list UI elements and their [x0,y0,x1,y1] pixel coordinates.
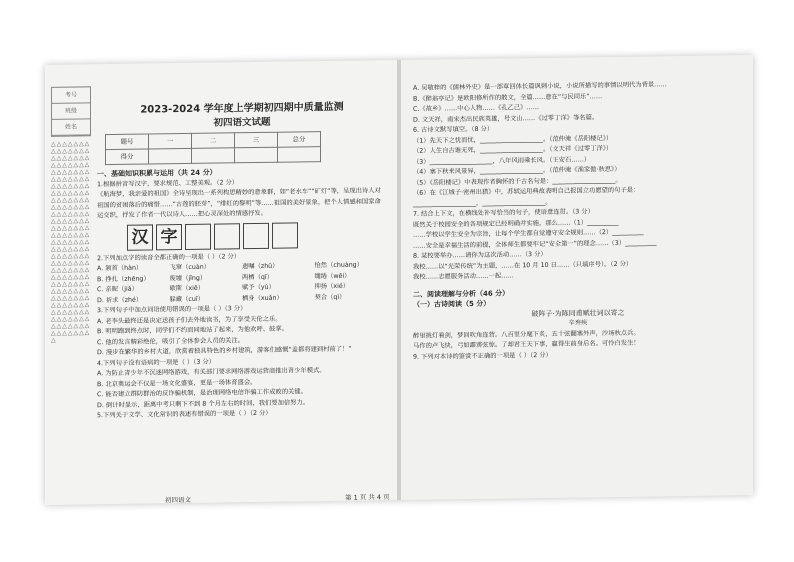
score-table [105,131,321,165]
option: 躲藏（cuī） [169,295,204,303]
hanzi-box: 汉 [127,224,153,250]
text-line: 我校……以“光荣传统”为主题，……在 10 月 10 日……（只填序号）。（2 分） [413,260,633,271]
option: 怆然（chuàng） [314,261,363,270]
option: A. 老李头最终还是决定送孩子们去外地读书，为了享受天伦之乐。 [97,315,282,325]
info-field-exam-number: 考号 [52,87,90,104]
text-line: A. 吴敬梓的《儒林外史》是一部章回体长篇讽刺小说，小说所描写的事情以明代为背景…… [413,81,667,92]
footer-page-number: 第 1 页 共 4 页 [345,493,390,502]
option: 抑扬（xié） [314,282,350,291]
exam-photo [45,55,753,505]
option: 赋予（yù） [242,283,275,292]
handwriting-grid [127,221,387,251]
exam-title: 2023-2024 学年度上学期初四期中质量监测 [140,101,344,116]
question-8: 8. 某校要举办……请你为这次活动……（3 分） [413,250,547,260]
score-header: 三 [235,132,278,148]
option: B. 北京奥运会不仅是一场文化盛宴，更是一场体育盛会。 [97,378,257,388]
right-page [401,55,753,500]
question-3: 3.下列句子中加点词语使用错误的一项是（ ）（3 分） [97,305,247,315]
question-5: 5.下列关于文学、文化常识的表述有错误的一项是（ ）（2 分） [97,409,272,420]
poem-line: 醉里挑灯看剑，梦回吹角连营。八百里分麾下炙，五十弦翻塞外声，沙场秋点兵。 [413,329,640,340]
option: C. 他的发言精彩绝伦，吸引了全体参会人员的关注。 [97,336,244,346]
option: 缱绻（wēi） [314,272,351,280]
text-line: D. 文天祥，南宋杰出民族英雄，号文山……《过零丁洋》等名篇。 [413,113,599,124]
left-page [45,60,397,505]
option: A. 颔首（hàn） [97,264,143,273]
binding-triangles: △△△△△△△△△△△△△△△△△△△△△△△△△△△△△△△△△△△△△△△△△△△△△△△△△△△△△△△△△△△△△△△△△△△△△△△△△△△△△△△△△△△△△△△△△△△△△△△△△△△△△△△△△△△△△△△△△△△△△△△△△△△△△△△△△△△△△△△△△△△△△△△△△△△△△△△△△△△△△△△△△△△△△△△△△△△△△△△△△△△△△△△△△△△△△△△△△△△△△ [51,140,91,344]
hanzi-box: 字 [156,224,182,250]
footer-subject: 初四语文 [165,495,191,505]
option: 飞窜（cuàn） [169,263,210,272]
text-line: 我校……志愿服务活动……一起…… [413,272,514,281]
question-9: 9. 下列对本诗的鉴赏不正确的一项是（ ）（2 分） [413,351,552,361]
question-6: 6. 古诗文默写填空。（8 分） [413,125,494,134]
score-header: 一 [149,133,192,149]
poem-author: 辛弃疾 [568,319,588,327]
score-header: 题号 [106,134,149,150]
text-line: 既然关于校园安全的各项规定已经明确并实施，那么……（1）__________ [413,218,619,229]
option: A. 为防止青少年不沉迷网络游戏，有关部门要求网络游戏运营商推出青少年模式。 [97,367,326,378]
option: 两栖（qī） [242,273,273,281]
section-2-heading: 二、阅读理解与分析（46 分） [413,288,510,299]
left-footer [45,492,397,505]
text-line: ……安全是幸福生活的前提，全体师生都要牢记“安全第一”的理念……（3）__________ [413,238,657,250]
info-field-name: 姓名 [52,119,90,136]
section-1-heading: 一、基础知识积累与运用（共 24 分） [97,168,217,179]
text-line: （1）先天下之忧而忧，____________________。（范仲淹《岳阳楼记》） [413,134,613,145]
right-content [413,79,743,363]
option: 契合（qì） [314,293,346,301]
option: 歇斯（xiē） [169,284,205,293]
question-4: 4.下列句子没有语病的一项是（ ）（3 分） [97,358,215,367]
text-line: B.《醉翁亭记》是欧阳修所作的散文，全篇……意在“与民同乐”…… [413,92,603,103]
score-header: 二 [192,133,235,149]
subsection-heading: （一）古诗阅读（5 分） [413,299,491,309]
option: C. 亲昵（jiǎ） [97,285,138,294]
text-line: ____________________，____________________。 [413,198,552,208]
question-1: 1.根据拼音写汉字，要求规范、工整美观。（2 分） [97,178,239,188]
hanzi-box [185,223,211,249]
score-cell [235,147,278,163]
option: D. 倒计时显示，距离中考只剩下不到 8 个月左右的时间，我们要加倍努力。 [97,398,310,409]
text-line: （6）在《江城子·密州出猎》中，苏轼运用典故表明自己报国立功愿望的句子是： [413,186,640,197]
poem-line: 马作的卢飞快，弓如霹雳弦惊。了却君王天下事，赢得生前身后名。可怜白发生！ [413,339,640,350]
info-field-class: 班级 [52,103,90,120]
text-line: （3）____________________，八年风雨乘长风。（王安石……） [413,155,591,166]
text-line: （2）人生自古谁无死，____________________。（文天祥《过零丁洋》） [413,145,613,155]
score-cell [278,147,321,163]
hanzi-box [272,222,298,248]
binding-strip [51,86,91,497]
option: D. 祈求（zhé） [97,296,143,304]
option: C. 能否建立群防群治的反诈骗机制，是治理网络电信诈骗工作成败的关键。 [97,388,307,399]
hanzi-box [243,222,269,248]
text-line: ……学校以学生安全为宗旨，让每个学生都自觉遵守安全规则……（2）__________ [413,228,644,239]
text-line: （4）塞下秋来风景异，____________________。（范仲淹《渔家傲·秋思》） [413,165,621,176]
question-7: 7. 结合上下文，在横线处补写恰当的句子，使语意连贯。（3 分） [413,208,594,218]
question-2: 2.下列加点字的读音全都正确的一项是（ ）（2 分） [97,252,241,262]
poem-title: 破阵子·为陈同甫赋壮词以寄之 [531,308,625,318]
student-info-box [51,86,91,137]
score-header: 总分 [278,132,321,148]
option: D. 漫步在繁华的乡村大道，欣赏着独具特色的乡村建筑，游客们感慨“盖都将建到村前了！” [97,345,352,357]
question-2-options [97,260,387,306]
left-content [97,100,387,422]
option: B. 挣扎（zhēng） [97,274,150,283]
text-line: （5）《岳阳楼记》中表现作者胸怀的千古名句是：____________________。 [413,176,622,187]
score-label: 得分 [106,149,149,165]
text-line: C.《故乡》……中心人物……《孔乙己》…… [413,104,540,113]
option: 遗嘱（zhǔ） [242,262,279,271]
option: B. 明明跑到终点时，同学们不约而同地站了起来，为他欢呼、鼓掌。 [97,325,288,336]
option: 栖身（xuǎn） [242,294,283,302]
hanzi-box [214,223,240,249]
score-cell [192,148,235,164]
score-cell [149,148,192,164]
exam-subtitle: 初四语文试题 [213,116,271,129]
option: 废墟（jīng） [169,274,207,282]
question-1-passage: 《航海梦，我亲爱的祖国》全诗呈现出一系列构思精妙的意象群，如“老水车”“矿灯”等，呈现出诗人对祖国的贫困落后的痛惜……“古莲的胚芽”，“绯红的黎明”等……祖国的美好景象，把个人情感和国家命运交织，抒发了作者一代以诗人……把心灵深处的情感抒发。 [97,187,381,220]
